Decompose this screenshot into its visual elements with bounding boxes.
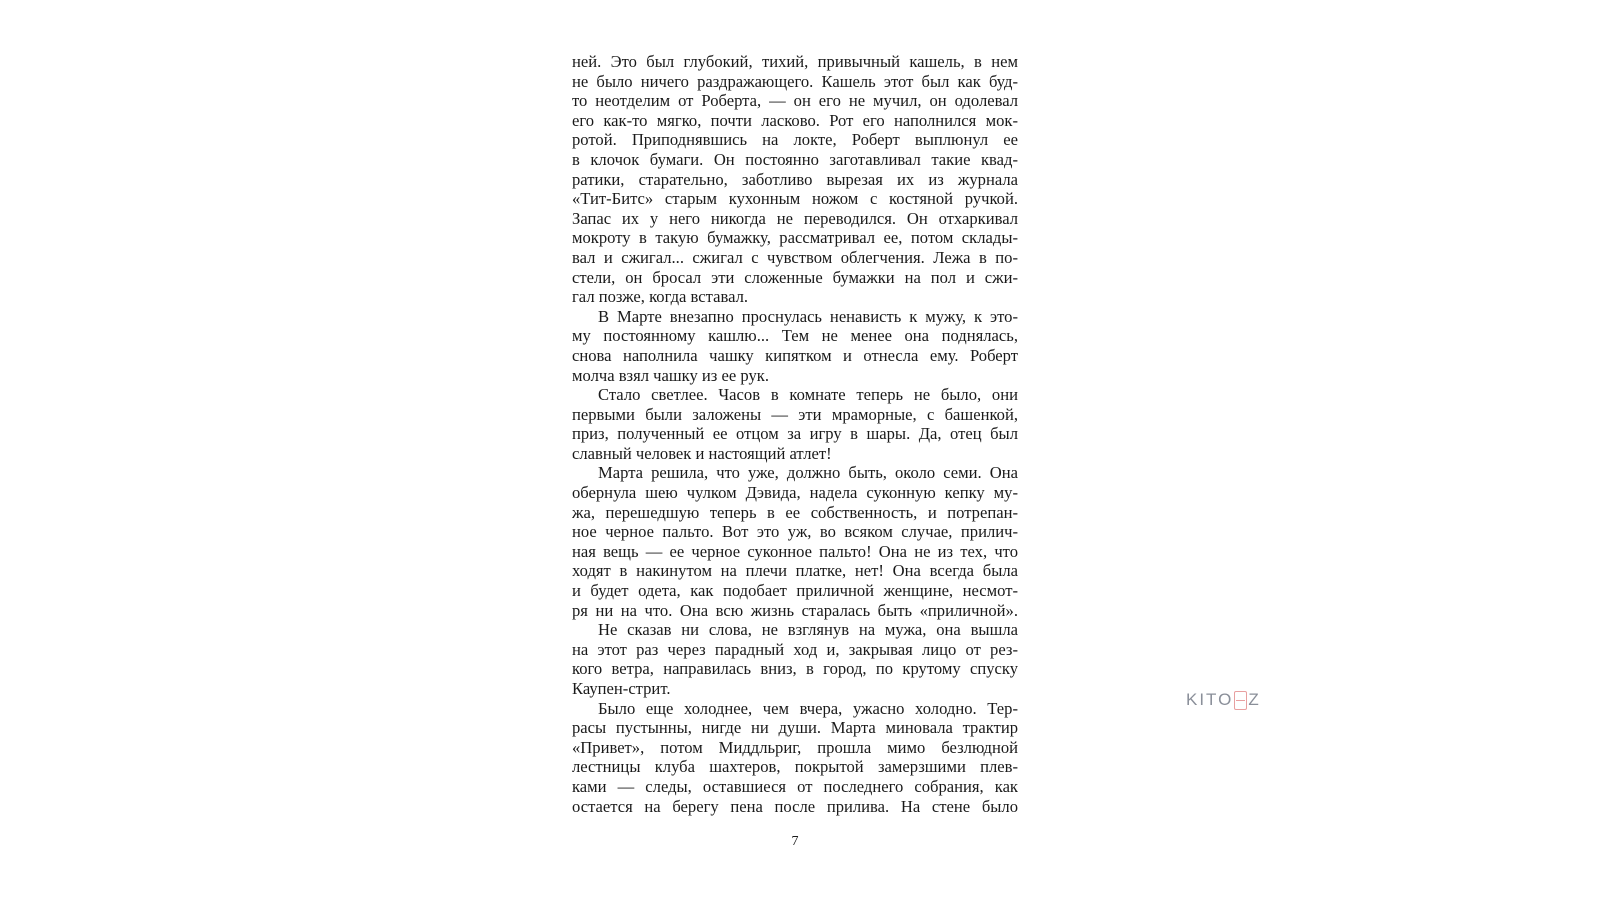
text-line: в клочок бумаги. Он постоянно заготавливал такие квад- (572, 149, 1018, 169)
text-line: приз, полученный ее отцом за игру в шары. Да, отец был (572, 424, 1018, 444)
text-line: ная вещь — ее черное суконное пальто! Она не из тех, что (572, 541, 1018, 561)
watermark-text-end: Z (1248, 690, 1261, 709)
page-text (572, 52, 1018, 816)
text-line: то неотделим от Роберта, — он его не мучил, он одолевал (572, 91, 1018, 111)
text-line: кого ветра, направилась вниз, в город, по крутому спуску (572, 659, 1018, 679)
text-line: Не сказав ни слова, не взглянув на мужа, она вышла (598, 620, 1018, 640)
page-number: 7 (791, 834, 799, 849)
watermark-logo (1186, 690, 1261, 710)
text-line: му постоянному кашлю... Тем не менее она поднялась, (572, 326, 1018, 346)
text-line: жа, перешедшую теперь в ее собственность, и потрепан- (572, 502, 1018, 522)
watermark-text-start: KITO (1186, 690, 1234, 709)
watermark-logo-icon (1234, 691, 1247, 710)
text-line: расы пустынны, нигде ни души. Марта миновала трактир (572, 718, 1018, 738)
text-line: ря ни на что. Она всю жизнь старалась быть «приличной». (572, 600, 1018, 620)
text-line: Запас их у него никогда не переводился. Он отхаркивал (572, 208, 1018, 228)
text-line: Марта решила, что уже, должно быть, около семи. Она (598, 463, 1018, 483)
text-line: славный человек и настоящий атлет! (572, 443, 832, 463)
text-line: остается на берегу пена после прилива. На стене было (572, 796, 1018, 816)
text-line: Было еще холоднее, чем вчера, ужасно холодно. Тер- (598, 698, 1018, 718)
text-line: мокроту в такую бумажку, рассматривал ее, потом склады- (572, 228, 1018, 248)
text-line: лестницы клуба шахтеров, покрытой замерзшими плев- (572, 757, 1018, 777)
text-line: «Тит-Битс» старым кухонным ножом с костяной ручкой. (572, 189, 1018, 209)
text-line: ходят в накинутом на плечи платке, нет! Она всегда была (572, 561, 1018, 581)
text-line: первыми были заложены — эти мраморные, с башенкой, (572, 404, 1018, 424)
text-line: В Марте внезапно проснулась ненависть к мужу, к это- (598, 306, 1018, 326)
text-line: ротой. Приподнявшись на локте, Роберт выплюнул ее (572, 130, 1018, 150)
text-line: стели, он бросал эти сложенные бумажки на пол и сжи- (572, 267, 1018, 287)
text-line: обернула шею чулком Дэвида, надела суконную кепку му- (572, 483, 1018, 503)
text-line: не было ничего раздражающего. Кашель этот был как буд- (572, 71, 1018, 91)
text-line: молча взял чашку из ее рук. (572, 365, 769, 385)
text-line: вал и сжигал... сжигал с чувством облегчения. Лежа в по- (572, 247, 1018, 267)
text-line: ное черное пальто. Вот это уж, во всяком случае, прилич- (572, 522, 1018, 542)
text-line: Каупен-стрит. (572, 679, 671, 698)
text-line: гал позже, когда вставал. (572, 287, 749, 307)
text-line: Стало светлее. Часов в комнате теперь не было, они (598, 385, 1018, 405)
text-line: его как-то мягко, почти ласково. Рот его наполнился мок- (572, 110, 1018, 130)
text-line: снова наполнила чашку кипятком и отнесла ему. Роберт (572, 345, 1018, 365)
text-line: «Привет», потом Миддльриг, прошла мимо безлюдной (572, 737, 1018, 757)
text-line: ратики, старательно, заботливо вырезая их из журнала (572, 169, 1018, 189)
text-line: на этот раз через парадный ход и, закрывая лицо от рез- (572, 639, 1018, 659)
text-line: ками — следы, оставшиеся от последнего собрания, как (572, 776, 1018, 796)
text-line: ней. Это был глубокий, тихий, привычный кашель, в нем (572, 52, 1018, 71)
text-line: и будет одета, как подобает приличной женщине, несмот- (572, 581, 1018, 601)
